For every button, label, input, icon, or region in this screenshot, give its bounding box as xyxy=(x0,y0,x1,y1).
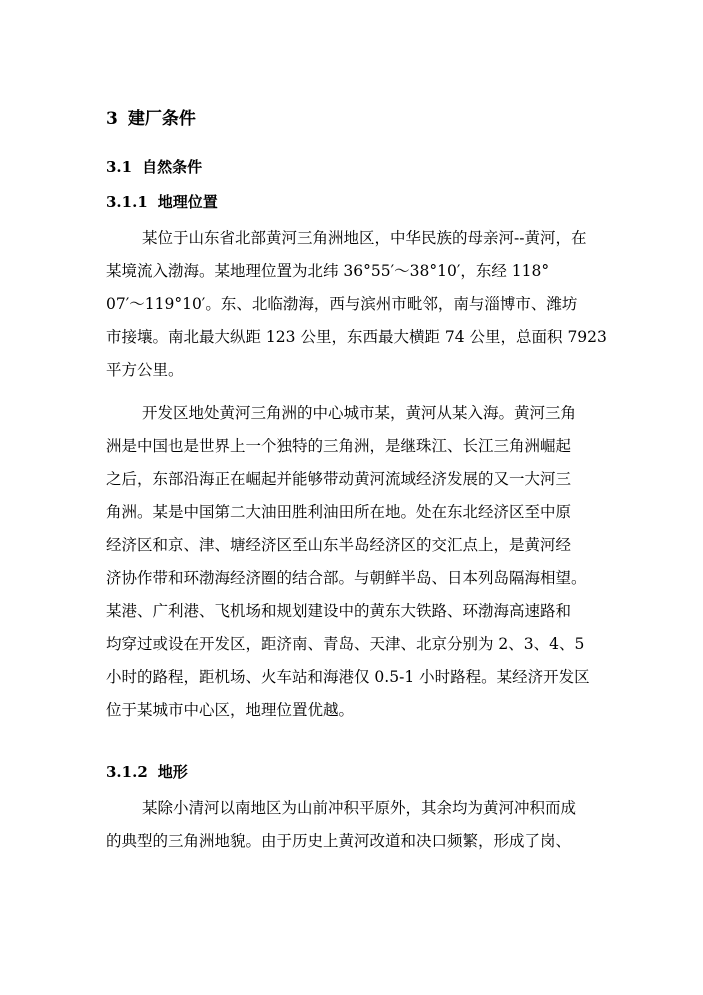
paragraph-line: 开发区地处黄河三角洲的中心城市某，黄河从某入海。黄河三角 xyxy=(142,404,577,422)
paragraph-line: 某位于山东省北部黄河三角洲地区，中华民族的母亲河--黄河，在 xyxy=(142,229,587,247)
paragraph-line: 均穿过或设在开发区，距济南、青岛、天津、北京分别为 2、3、4、5 xyxy=(106,635,585,653)
paragraph-line: 某境流入渤海。某地理位置为北纬 36°55′～38°10′，东经 118° xyxy=(106,262,550,280)
section-title: 地理位置 xyxy=(157,193,218,211)
paragraph-line: 的典型的三角洲地貌。由于历史上黄河改道和决口频繁，形成了岗、 xyxy=(106,832,572,850)
section-title: 地形 xyxy=(157,763,188,781)
paragraph-line: 平方公里。 xyxy=(106,361,184,379)
section-number: 3.1.1 xyxy=(106,193,148,211)
section-number: 3.1.2 xyxy=(106,763,148,781)
section-title: 自然条件 xyxy=(142,158,203,176)
section-heading-3-1-2 xyxy=(106,760,188,784)
paragraph-line: 小时的路程，距机场、火车站和海港仅 0.5-1 小时路程。某经济开发区 xyxy=(106,668,590,686)
paragraph-line: 位于某城市中心区，地理位置优越。 xyxy=(106,701,355,719)
section-heading-3-1-1 xyxy=(106,190,218,214)
paragraph-line: 济协作带和环渤海经济圈的结合部。与朝鲜半岛、日本列岛隔海相望。 xyxy=(106,569,587,587)
chapter-heading xyxy=(106,105,196,133)
paragraph-line: 某除小清河以南地区为山前冲积平原外，其余均为黄河冲积而成 xyxy=(142,799,577,817)
paragraph-line: 市接壤。南北最大纵距 123 公里，东西最大横距 74 公里，总面积 7923 xyxy=(106,328,607,346)
paragraph-line: 洲是中国也是世界上一个独特的三角洲，是继珠江、长江三角洲崛起 xyxy=(106,437,572,455)
chapter-title: 建厂条件 xyxy=(127,109,196,129)
paragraph-line: 07′～119°10′。东、北临渤海，西与滨州市毗邻，南与淄博市、潍坊 xyxy=(106,295,578,313)
paragraph-line: 某港、广利港、飞机场和规划建设中的黄东大铁路、环渤海高速路和 xyxy=(106,602,572,620)
paragraph-line: 之后，东部沿海正在崛起并能够带动黄河流域经济发展的又一大河三 xyxy=(106,470,572,488)
paragraph-terrain xyxy=(106,792,602,858)
paragraph-location xyxy=(106,222,607,387)
paragraph-line: 角洲。某是中国第二大油田胜利油田所在地。处在东北经济区至中原 xyxy=(106,503,572,521)
paragraph-line: 经济区和京、津、塘经济区至山东半岛经济区的交汇点上，是黄河经 xyxy=(106,536,572,554)
section-heading-3-1 xyxy=(106,155,202,179)
section-number: 3.1 xyxy=(106,158,133,176)
paragraph-development-zone xyxy=(106,397,602,727)
chapter-number: 3 xyxy=(106,109,118,129)
